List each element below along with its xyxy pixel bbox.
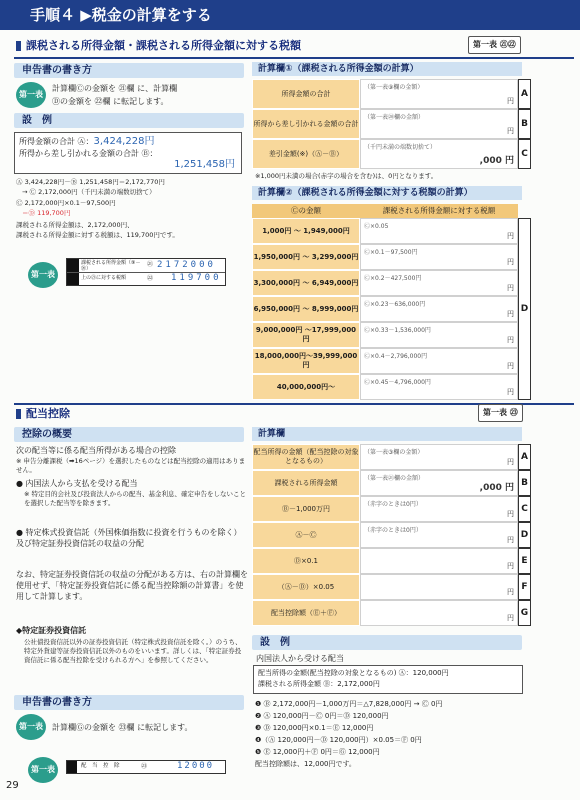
- calc3-table: [252, 444, 532, 626]
- calc2-row: [252, 348, 532, 374]
- calc3-letter: E: [518, 548, 531, 574]
- calc2-unit: 円: [507, 362, 514, 370]
- calc2-row: [252, 374, 532, 400]
- how-text-dividend: 計算欄Ⓖの金額を ㉓欄 に転記します。: [52, 723, 193, 732]
- ex2-c2: ❷ Ⓐ 120,000円－Ⓒ 0円＝Ⓓ 120,000円: [255, 712, 389, 720]
- calc3-unit: 円: [507, 614, 514, 622]
- calc2-unit: 円: [507, 388, 514, 396]
- calc3-note: （赤字のときは0円）: [364, 527, 422, 534]
- how-to-fill-label-2: 申告書の書き方: [14, 695, 244, 710]
- calc1-row-b-label: 所得から差し引かれる金額の合計: [252, 109, 360, 139]
- calc2-row: [252, 296, 532, 322]
- calc2-unit: 円: [507, 284, 514, 292]
- calc2-row: [252, 270, 532, 296]
- overview-b1-text: 内国法人から支払を受ける配当: [25, 479, 138, 488]
- ex2-l2: 課税される所得金額 Ⓑ：2,172,000円: [258, 680, 380, 688]
- calc2-range: 3,300,000円 ～ 6,949,000円: [252, 270, 360, 296]
- page-number: 29: [6, 780, 19, 791]
- section-title-dividend: 配当控除: [16, 406, 316, 422]
- calc1-row-c: [252, 139, 532, 169]
- calc2-unit: 円: [507, 258, 514, 266]
- form2-val: 12000: [177, 761, 215, 771]
- calc3-row: [252, 522, 532, 548]
- first-sheet-badge: 第一表: [16, 82, 46, 108]
- calc3-letter: F: [518, 574, 531, 600]
- form-snippet-1: [66, 258, 226, 286]
- calc1-row-a-note: （第一表⑨欄の金額）: [364, 84, 424, 91]
- first-sheet-badge-3: 第一表: [16, 714, 46, 740]
- calc2-formula: Ⓒ×0.33－1,536,000円: [364, 327, 431, 334]
- calc2-range: 40,000,000円～: [252, 374, 360, 400]
- form-val1: 2172000: [157, 260, 216, 270]
- calc3-row: [252, 574, 532, 600]
- form-row1-label: 課税される所得金額（⑨－⑳）: [81, 260, 141, 272]
- calc2-range: 18,000,000円～39,999,000円: [252, 348, 360, 374]
- ex2-intro: 内国法人から受ける配当: [256, 654, 344, 663]
- calc1-row-c-unit: ,000 円: [479, 156, 514, 166]
- step-title: 手順４ ▶税金の計算をする: [30, 6, 212, 24]
- calc1-table: [252, 79, 532, 169]
- calc2-range: 1,000円 ～ 1,949,000円: [252, 218, 360, 244]
- calc3-unit: 円: [507, 458, 514, 466]
- ex2-box: [253, 665, 523, 694]
- section-title-taxable-income: 課税される所得金額・課税される所得金額に対する税額: [16, 38, 446, 54]
- overview-p2: なお、特定証券投資信託の収益の分配がある方は、右の計算欄を使用せず、「特定証券投資信託に係る配当控除額の計算書」を使用して計算します。: [16, 570, 248, 601]
- calc1-title: 計算欄①（課税される所得金額の計算）: [252, 62, 522, 76]
- calc2-header-tax: 課税される所得金額に対する税額: [360, 204, 518, 218]
- calc1-footnote: ※1,000円未満の場合(赤字の場合を含む)は、0円となります。: [255, 172, 438, 180]
- calc1-row-b-unit: 円: [507, 127, 514, 135]
- calc3-note: （赤字のときは0円）: [364, 501, 422, 508]
- calc1-row-b-letter: B: [518, 109, 531, 139]
- ex-calc1: Ⓐ 3,424,228円－Ⓑ 1,251,458円＝2,172,770円: [16, 178, 165, 186]
- ex-line1-label: 所得金額の合計 Ⓐ：: [19, 137, 94, 146]
- calc2-row: [252, 218, 532, 244]
- calc3-row: [252, 470, 532, 496]
- example-box: [14, 132, 242, 174]
- overview-sub: ◆特定証券投資信託: [16, 626, 87, 635]
- overview-b1: ● 内国法人から支払を受ける配当: [16, 479, 138, 488]
- calc3-label: Ⓐ－Ⓒ: [252, 522, 360, 548]
- calc2-table: [252, 204, 532, 400]
- example-label-2: 設 例: [252, 635, 522, 650]
- calc2-row: [252, 322, 532, 348]
- calc1-row-b: [252, 109, 532, 139]
- calc3-note: （第一表③欄の金額）: [364, 449, 424, 456]
- calc1-row-a-unit: 円: [507, 97, 514, 105]
- calc1-row-a-letter: A: [518, 79, 531, 109]
- calc3-letter: C: [518, 496, 531, 522]
- first-sheet-badge-2: 第一表: [28, 262, 58, 288]
- calc3-label: （Ⓐ－Ⓓ）×0.05: [252, 574, 360, 600]
- calc2-formula: Ⓒ×0.05: [364, 223, 389, 230]
- ex-calc2b: ＝Ⓓ 119,700円: [22, 209, 71, 217]
- calc2-formula: Ⓒ×0.4－2,796,000円: [364, 353, 428, 360]
- ex2-c3: ❸ Ⓓ 120,000円×0.1＝Ⓔ 12,000円: [255, 724, 374, 732]
- calc3-row: [252, 496, 532, 522]
- calc2-row: [252, 244, 532, 270]
- calc3-label: Ⓓ×0.1: [252, 548, 360, 574]
- calc3-title: 計算欄: [252, 427, 522, 441]
- ex-note1: 課税される所得金額は、2,172,000円、: [16, 221, 134, 229]
- calc2-range: 9,000,000円 ～17,999,000円: [252, 322, 360, 348]
- form-ref-badge-1: 第一表 ㉑㉒: [468, 36, 521, 54]
- calc3-unit: 円: [507, 510, 514, 518]
- calc3-letter: D: [518, 522, 531, 548]
- calc2-header-amount: Ⓒの金額: [252, 204, 360, 218]
- first-sheet-badge-4: 第一表: [28, 757, 58, 783]
- calc3-row: [252, 600, 532, 626]
- calc2-formula: Ⓒ×0.2－427,500円: [364, 275, 422, 282]
- ex-line2-val: 1,251,458円: [174, 159, 235, 170]
- section-divider: [14, 57, 574, 59]
- calc2-formula: Ⓒ×0.45－4,796,000円: [364, 379, 431, 386]
- calc2-formula: Ⓒ×0.23－636,000円: [364, 301, 426, 308]
- form-snippet-2: [66, 760, 226, 774]
- calc2-unit: 円: [507, 336, 514, 344]
- overview-b2-text: 特定株式投資信託（外国株価指数に投資を行うものを除く）及び特定証券投資信託の収益の分配: [16, 528, 242, 548]
- overview-sub-text: 公社債投資信託以外の証券投資信託（特定株式投資信託を除く。）のうち、特定外貨建等証券投資信託以外のものをいいます。詳しくは、「特定証券投資信託に係る配当控除を受けられる方へ」を参照してください。: [24, 638, 242, 664]
- ex-calc2: Ⓒ 2,172,000円×0.1－97,500円: [16, 199, 116, 207]
- calc1-row-a-label: 所得金額の合計: [252, 79, 360, 109]
- calc3-label: 課税される所得金額: [252, 470, 360, 496]
- step-title-bar: [0, 0, 580, 30]
- calc3-letter: G: [518, 600, 531, 626]
- example-label: 設 例: [14, 113, 244, 128]
- calc1-row-c-letter: C: [518, 139, 531, 169]
- calc3-label: 配当所得の金額（配当控除の対象となるもの）: [252, 444, 360, 470]
- form2-label: 配 当 控 除: [81, 763, 120, 769]
- calc3-unit: 円: [507, 562, 514, 570]
- calc3-label: 配当控除額（Ⓔ＋Ⓕ）: [252, 600, 360, 626]
- ex2-l1: 配当所得の金額(配当控除の対象となるもの) Ⓐ：120,000円: [258, 669, 449, 677]
- calc3-unit: 円: [507, 588, 514, 596]
- overview-p1-note: ※ 申告分離課税（➡16ページ）を選択したものなどは配当控除の適用はありません。: [16, 457, 246, 474]
- ex-note2: 課税される所得金額に対する税額は、119,700円です。: [16, 231, 179, 239]
- calc3-note: （第一表㉑欄の金額）: [364, 475, 425, 482]
- overview-label: 控除の概要: [14, 427, 244, 442]
- calc1-row-c-label: 差引金額(※)（Ⓐ－Ⓑ）: [252, 139, 360, 169]
- form-num2: ㉒: [147, 275, 154, 282]
- calc2-title: 計算欄②（課税される所得金額に対する税額の計算）: [252, 186, 522, 200]
- ex2-c4: ❹（Ⓐ 120,000円－Ⓓ 120,000円）×0.05＝Ⓕ 0円: [255, 736, 422, 744]
- form-ref-badge-2: 第一表 ㉓: [478, 404, 523, 422]
- calc2-unit: 円: [507, 310, 514, 318]
- calc1-row-c-note: （千円未満の端数切捨て）: [364, 144, 437, 151]
- overview-p1: 次の配当等に係る配当所得がある場合の控除: [16, 446, 176, 455]
- calc3-label: Ⓑ－1,000万円: [252, 496, 360, 522]
- ex-line2-label: 所得から差し引かれる金額の合計 Ⓑ：: [19, 149, 158, 158]
- calc1-row-b-note: （第一表⑳欄の金額）: [364, 114, 425, 121]
- calc2-range: 6,950,000円 ～ 8,999,000円: [252, 296, 360, 322]
- overview-b2: ● 特定株式投資信託（外国株価指数に投資を行うものを除く）及び特定証券投資信託の収益の分配: [16, 528, 242, 548]
- calc3-unit: ,000 円: [479, 483, 514, 493]
- how-to-fill-label: 申告書の書き方: [14, 63, 244, 78]
- calc1-row-a: [252, 79, 532, 109]
- calc2-letter: D: [518, 218, 531, 400]
- ex2-c5: ❺ Ⓔ 12,000円＋Ⓕ 0円＝Ⓖ 12,000円: [255, 748, 380, 756]
- calc3-letter: A: [518, 444, 531, 470]
- calc3-row: [252, 444, 532, 470]
- ex-calc1b: → Ⓒ 2,172,000円（千円未満の端数切捨て）: [22, 188, 156, 196]
- ex-line1-val: 3,424,228円: [93, 136, 155, 147]
- calc3-row: [252, 548, 532, 574]
- calc2-formula: Ⓒ×0.1－97,500円: [364, 249, 418, 256]
- calc3-unit: 円: [507, 536, 514, 544]
- how-text-1: 計算欄Ⓒの金額を ㉑欄 に、計算欄: [52, 84, 178, 93]
- overview-b1-note: ※ 特定目的会社及び投資法人からの配当、基金利息、確定申告をしないことを選択した配当等を除きます。: [24, 490, 247, 507]
- how-text-2: Ⓓの金額を ㉒欄 に転記します。: [52, 97, 169, 106]
- form-val2: 119700: [171, 273, 222, 283]
- form2-num: ㉓: [141, 763, 148, 770]
- ex2-c6: 配当控除額は、12,000円です。: [255, 760, 356, 768]
- calc2-range: 1,950,000円 ～ 3,299,000円: [252, 244, 360, 270]
- calc3-letter: B: [518, 470, 531, 496]
- form-row2-label: 上の㉑に対する税額: [81, 275, 127, 281]
- calc2-unit: 円: [507, 232, 514, 240]
- form-num1: ㉑: [147, 261, 154, 268]
- ex2-c1: ❶ Ⓑ 2,172,000円－1,000万円＝△7,828,000円 → Ⓒ 0円: [255, 700, 443, 708]
